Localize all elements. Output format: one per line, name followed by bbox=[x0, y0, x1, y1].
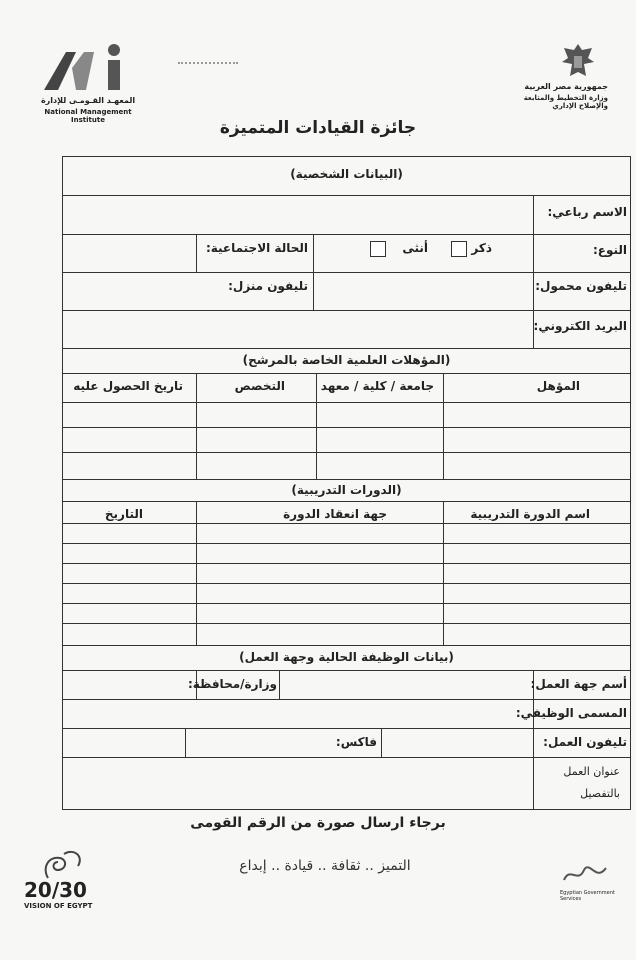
row-divider bbox=[63, 195, 630, 196]
row-divider bbox=[63, 563, 630, 564]
row-divider bbox=[63, 523, 630, 524]
row-divider bbox=[63, 234, 630, 235]
row-divider bbox=[63, 479, 630, 480]
col-university: جامعة / كلية / معهد bbox=[320, 379, 434, 393]
gov-line1: جمهورية مصر العربية bbox=[524, 82, 608, 91]
row-divider bbox=[63, 699, 630, 700]
col-divider bbox=[196, 501, 197, 645]
row-divider bbox=[63, 402, 630, 403]
male-label: ذكر bbox=[471, 241, 492, 255]
gender-label: النوع: bbox=[592, 243, 627, 257]
row-divider bbox=[63, 583, 630, 584]
row-divider bbox=[63, 501, 630, 502]
row-divider bbox=[63, 310, 630, 311]
nmi-logo-mark bbox=[24, 38, 154, 96]
row-divider bbox=[63, 427, 630, 428]
institute-name-ar: المعهـد القـومـى للإدارة bbox=[40, 96, 136, 105]
government-logo bbox=[508, 42, 608, 112]
col-divider bbox=[313, 234, 314, 272]
vision-emblem-icon bbox=[38, 848, 88, 882]
row-divider bbox=[63, 670, 630, 671]
row-divider bbox=[63, 373, 630, 374]
col-divider bbox=[443, 501, 444, 645]
row-divider bbox=[63, 452, 630, 453]
female-label: أنثى bbox=[402, 241, 428, 255]
fax-label: فاكس: bbox=[335, 735, 377, 749]
id-copy-note: برجاء ارسال صورة من الرقم القومى bbox=[190, 815, 446, 831]
col-divider bbox=[279, 670, 280, 699]
page-title: جائزة القيادات المتميزة bbox=[219, 118, 417, 138]
col-course-name: اسم الدورة التدريبية bbox=[470, 507, 590, 521]
col-divider bbox=[381, 728, 382, 757]
col-divider bbox=[316, 373, 317, 479]
row-divider bbox=[63, 272, 630, 273]
work-address-label-1: عنوان العمل bbox=[563, 765, 620, 778]
section-job: (بيانات الوظيفة الحالية وجهة العمل) bbox=[239, 650, 454, 664]
col-divider bbox=[196, 234, 197, 272]
application-form bbox=[62, 156, 631, 810]
work-phone-label: تليفون العمل: bbox=[543, 735, 627, 749]
email-label: البريد الكتروني: bbox=[533, 319, 627, 333]
gov-line2: وزارة التخطيط والمتابعة والإصلاح الإداري bbox=[523, 94, 608, 110]
row-divider bbox=[63, 623, 630, 624]
col-date-obtained: تاريخ الحصول عليه bbox=[73, 379, 183, 393]
work-address-label-2: بالتفصيل bbox=[580, 787, 620, 800]
row-divider bbox=[63, 645, 630, 646]
institute-name-en: National Management Institute bbox=[44, 108, 132, 124]
full-name-label: الاسم رباعي: bbox=[547, 205, 627, 219]
mobile-label: تليفون محمول: bbox=[535, 279, 627, 293]
home-phone-label: تليفون منزل: bbox=[228, 279, 308, 293]
employer-label: أسم جهة العمل: bbox=[530, 677, 627, 691]
col-divider bbox=[185, 728, 186, 757]
vision-2030-logo bbox=[22, 848, 122, 928]
eagle-icon bbox=[558, 42, 598, 80]
female-checkbox[interactable] bbox=[370, 241, 386, 257]
male-checkbox[interactable] bbox=[451, 241, 467, 257]
nmi-logo bbox=[24, 38, 154, 124]
gov-services-text: Egyptian Government Services bbox=[560, 890, 615, 902]
job-title-label: المسمى الوظيفي: bbox=[515, 706, 627, 720]
col-divider bbox=[313, 272, 314, 310]
row-divider bbox=[63, 543, 630, 544]
marital-status-label: الحالة الاجتماعية: bbox=[205, 241, 308, 255]
col-specialization: التخصص bbox=[234, 379, 285, 393]
vision-text: VISION OF EGYPT bbox=[24, 902, 93, 910]
gov-services-logo bbox=[560, 860, 620, 900]
row-divider bbox=[63, 348, 630, 349]
scan-mark bbox=[178, 62, 238, 64]
slogan: التميز .. ثقافة .. قيادة .. إبداع bbox=[239, 858, 411, 874]
col-divider bbox=[443, 373, 444, 479]
calligraphy-icon bbox=[560, 860, 610, 886]
section-qualifications: (المؤهلات العلمية الخاصة بالمرشح) bbox=[242, 353, 451, 367]
vision-year: 20/30 bbox=[24, 878, 87, 902]
section-courses: (الدورات التدريبية) bbox=[291, 483, 402, 497]
ministry-label: وزارة/محافظة: bbox=[187, 677, 277, 691]
col-course-date: التاريخ bbox=[104, 507, 143, 521]
col-course-venue: جهة انعقاد الدورة bbox=[283, 507, 387, 521]
row-divider bbox=[63, 728, 630, 729]
col-divider bbox=[196, 373, 197, 479]
section-personal: (البيانات الشخصية) bbox=[290, 167, 403, 181]
col-qualification: المؤهل bbox=[536, 379, 580, 393]
row-divider bbox=[63, 757, 630, 758]
row-divider bbox=[63, 603, 630, 604]
